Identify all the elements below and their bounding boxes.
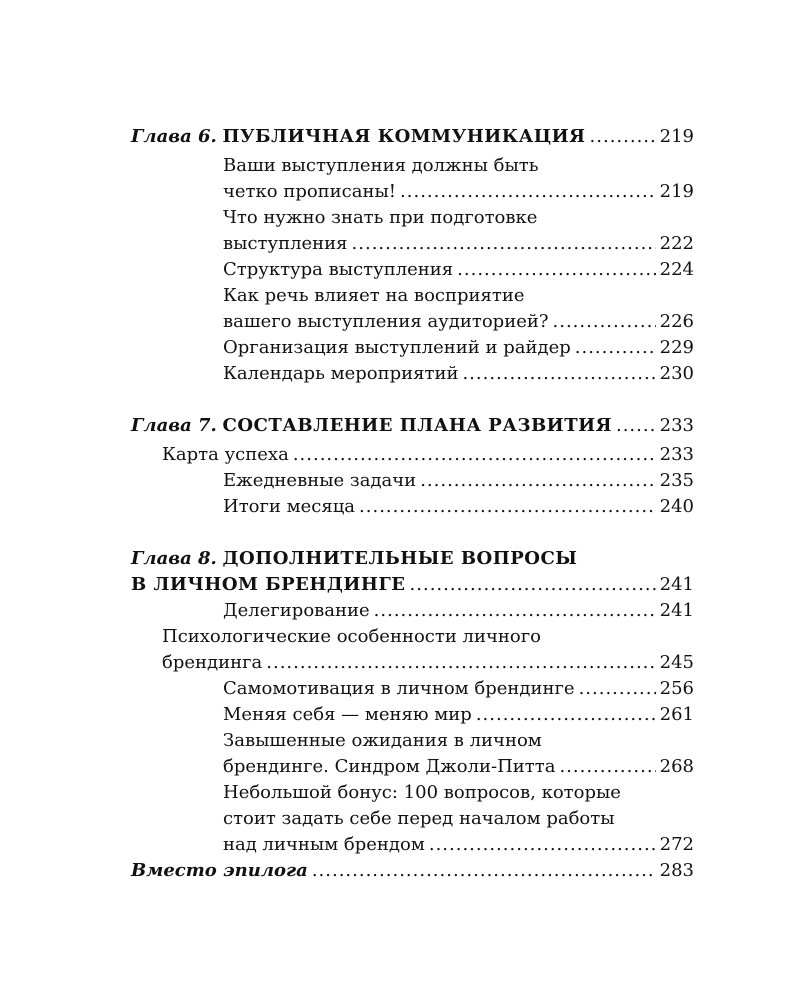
entry-text: Ежедневные задачи — [223, 470, 417, 491]
entry-text-line1: Что нужно знать при подготовке — [223, 207, 538, 228]
page-number: 241 — [659, 574, 694, 595]
leader-dots — [400, 179, 656, 205]
leader-dots — [579, 676, 656, 702]
chapter-7-section — [131, 413, 694, 520]
chapter-6-section — [131, 124, 694, 387]
page-number: 240 — [659, 496, 694, 517]
page-number: 226 — [659, 311, 694, 332]
leader-dots — [457, 257, 655, 283]
entry-text: Итоги месяца — [223, 496, 356, 517]
leader-dots — [410, 572, 656, 598]
toc-entry-epilogue[interactable] — [131, 858, 694, 884]
chapter-title-line2: В ЛИЧНОМ БРЕНДИНГЕ — [131, 574, 406, 595]
entry-text-line2: брендинге. Синдром Джоли-Питта — [223, 756, 556, 777]
page-number: 245 — [659, 652, 694, 673]
page-number: 283 — [659, 860, 694, 881]
chapter-title: СОСТАВЛЕНИЕ ПЛАНА РАЗВИТИЯ — [222, 415, 612, 436]
chapter-title: ПУБЛИЧНАЯ КОММУНИКАЦИЯ — [222, 126, 586, 147]
toc-entry[interactable] — [131, 205, 694, 257]
entry-text-line2: вашего выступления аудиторией? — [223, 311, 549, 332]
entry-text-line1: Психологические особенности личного — [162, 626, 541, 647]
entry-text-line2: стоит задать себе перед началом работы — [223, 808, 615, 829]
page-number: 230 — [659, 363, 694, 384]
epilogue-section — [131, 858, 694, 884]
leader-dots — [420, 468, 655, 494]
toc-entry-chapter-6[interactable] — [131, 124, 694, 150]
toc-entry[interactable] — [131, 494, 694, 520]
page-number: 268 — [659, 756, 694, 777]
toc-entry[interactable] — [131, 780, 694, 858]
page-number: 233 — [659, 444, 694, 465]
entry-text: Самомотивация в личном брендинге — [223, 678, 575, 699]
page-number: 272 — [659, 834, 694, 855]
entry-text-line3: над личным брендом — [223, 834, 425, 855]
page-number: 224 — [659, 259, 694, 280]
toc-entry[interactable] — [131, 624, 694, 676]
chapter-label: Глава 8. — [131, 548, 217, 569]
leader-dots — [266, 650, 655, 676]
leader-dots — [559, 754, 655, 780]
leader-dots — [359, 494, 656, 520]
page-number: 241 — [659, 600, 694, 621]
entry-text: Структура выступления — [223, 259, 454, 280]
toc-entry[interactable] — [131, 442, 694, 468]
leader-dots — [462, 361, 655, 387]
toc-entry[interactable] — [131, 702, 694, 728]
page-number: 219 — [659, 126, 694, 147]
leader-dots — [616, 413, 656, 439]
leader-dots — [575, 335, 656, 361]
toc-entry[interactable] — [131, 283, 694, 335]
leader-dots — [476, 702, 656, 728]
page-number: 219 — [659, 181, 694, 202]
entry-text-line2: выступления — [223, 233, 348, 254]
page-number: 222 — [659, 233, 694, 254]
toc-entry[interactable] — [131, 598, 694, 624]
entry-text: Карта успеха — [162, 444, 289, 465]
entry-text-line2: четко прописаны! — [223, 181, 397, 202]
chapter-label: Глава 6. — [131, 126, 217, 147]
toc-entry[interactable] — [131, 361, 694, 387]
epilogue-title: Вместо эпилога — [131, 860, 308, 881]
entry-text-line2: брендинга — [162, 652, 263, 673]
toc-entry[interactable] — [131, 335, 694, 361]
entry-text-line1: Как речь влияет на восприятие — [223, 285, 525, 306]
entry-text: Меняя себя — меняю мир — [223, 704, 472, 725]
page-number: 261 — [659, 704, 694, 725]
entry-text-line1: Ваши выступления должны быть — [223, 155, 539, 176]
toc-entry[interactable] — [131, 153, 694, 205]
page-number: 233 — [659, 415, 694, 436]
leader-dots — [429, 832, 656, 858]
entry-text: Календарь мероприятий — [223, 363, 459, 384]
entry-text-line1: Завышенные ожидания в личном — [223, 730, 542, 751]
leader-dots — [293, 442, 656, 468]
table-of-contents — [131, 124, 694, 884]
chapter-title-line1: ДОПОЛНИТЕЛЬНЫЕ ВОПРОСЫ — [222, 548, 578, 569]
toc-entry[interactable] — [131, 468, 694, 494]
toc-entry[interactable] — [131, 257, 694, 283]
leader-dots — [590, 124, 656, 150]
toc-entry-chapter-7[interactable] — [131, 413, 694, 439]
leader-dots — [312, 858, 656, 884]
entry-text: Организация выступлений и райдер — [223, 337, 571, 358]
leader-dots — [352, 231, 656, 257]
toc-entry-chapter-8[interactable] — [131, 546, 694, 598]
page-number: 229 — [659, 337, 694, 358]
page-number: 256 — [659, 678, 694, 699]
toc-entry[interactable] — [131, 676, 694, 702]
page-number: 235 — [659, 470, 694, 491]
leader-dots — [374, 598, 656, 624]
toc-entry[interactable] — [131, 728, 694, 780]
chapter-8-section — [131, 546, 694, 858]
entry-text-line1: Небольшой бонус: 100 вопросов, которые — [223, 782, 621, 803]
entry-text: Делегирование — [223, 600, 370, 621]
chapter-label: Глава 7. — [131, 415, 217, 436]
leader-dots — [553, 309, 656, 335]
